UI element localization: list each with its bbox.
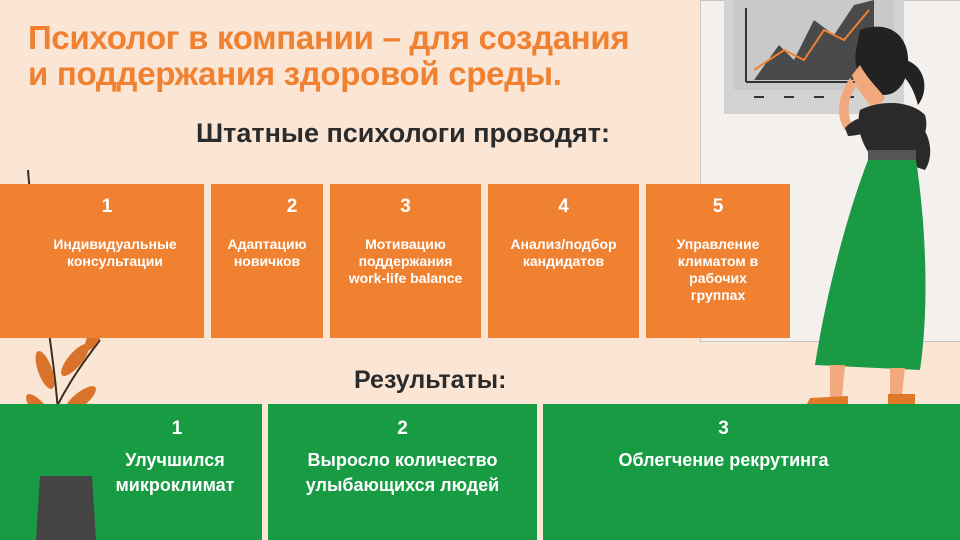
service-number: 4 — [558, 196, 569, 217]
service-text: Адаптацию новичков — [227, 236, 307, 269]
results-heading: Результаты: — [354, 366, 507, 394]
result-number: 3 — [718, 418, 729, 439]
service-number: 2 — [286, 196, 298, 217]
title-line-2: и поддержания здоровой среды. — [28, 55, 562, 92]
service-card-3 — [330, 184, 481, 338]
title-line-1: Психолог в компании – для создания — [28, 19, 630, 56]
result-card-3 — [543, 404, 960, 540]
service-card-2 — [211, 184, 323, 338]
result-text: Облегчение рекрутинга — [618, 450, 829, 470]
service-text: Управление климатом в рабочих группах — [676, 236, 760, 303]
plant-pot — [36, 476, 96, 540]
service-text: Индивидуальные консультации — [53, 236, 177, 269]
service-card-4 — [488, 184, 639, 338]
service-text: Анализ/подбор кандидатов — [510, 236, 617, 269]
result-card-2 — [268, 404, 537, 540]
result-text: Выросло количество улыбающихся людей — [305, 450, 500, 495]
result-number: 2 — [397, 418, 408, 439]
service-number: 3 — [400, 196, 411, 217]
result-number: 1 — [171, 418, 183, 439]
page-title — [28, 20, 708, 92]
service-number: 1 — [101, 196, 113, 217]
services-heading: Штатные психологи проводят: — [196, 118, 610, 148]
woman-illustration — [790, 20, 960, 410]
service-number: 5 — [712, 196, 724, 217]
service-text: Мотивацию поддержания work-life balance — [348, 236, 463, 286]
service-card-1 — [0, 184, 204, 338]
result-text: Улучшился микроклимат — [115, 450, 235, 495]
service-card-5 — [646, 184, 790, 338]
